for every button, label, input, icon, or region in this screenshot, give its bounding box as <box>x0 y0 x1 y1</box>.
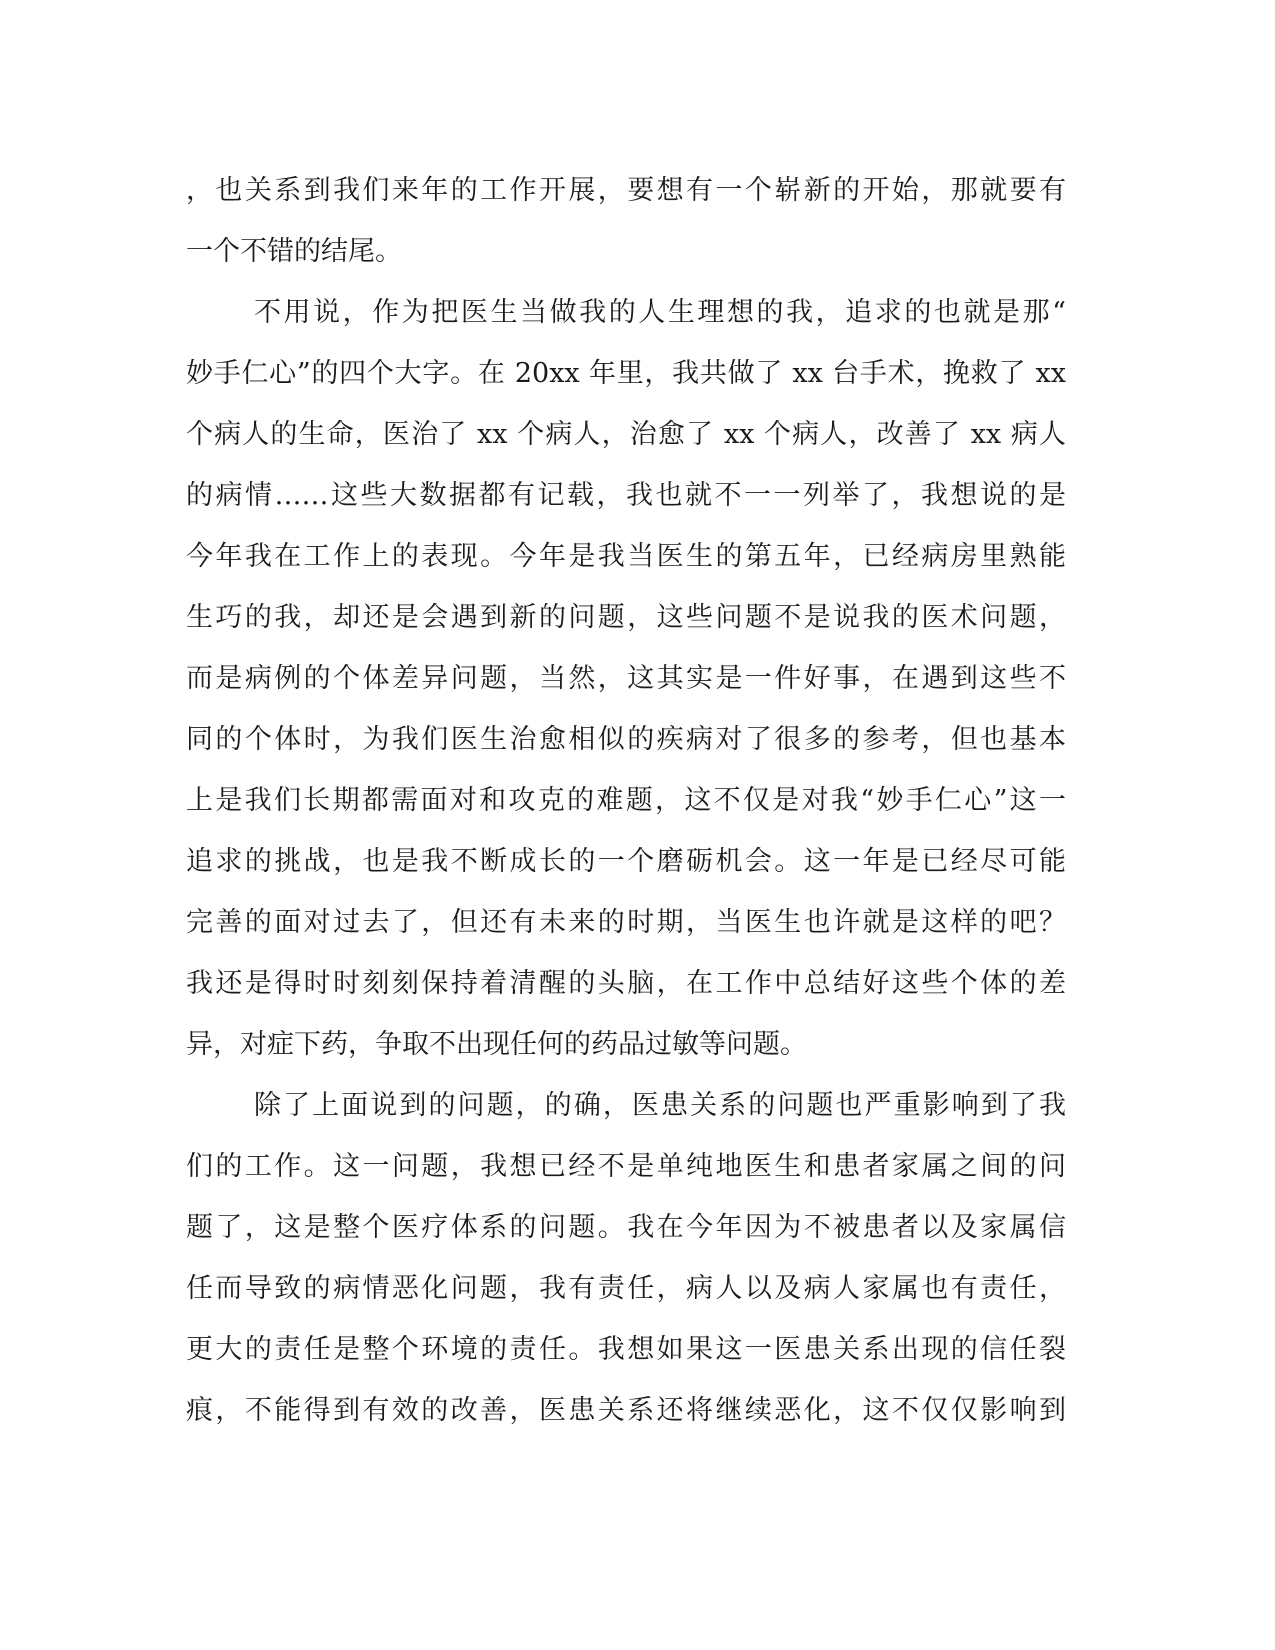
text-line: ，也关系到我们来年的工作开展，要想有一个崭新的开始，那就要有 <box>186 175 1066 206</box>
text-line: 的病情……这些大数据都有记载，我也就不一一列举了，我想说的是 <box>186 480 1066 511</box>
text-line: 一个不错的结尾。 <box>186 236 402 267</box>
text-line: 而是病例的个体差异问题，当然，这其实是一件好事，在遇到这些不 <box>186 663 1066 694</box>
text-line: 们的工作。这一问题，我想已经不是单纯地医生和患者家属之间的问 <box>186 1151 1066 1182</box>
text-line: 追求的挑战，也是我不断成长的一个磨砺机会。这一年是已经尽可能 <box>186 846 1066 877</box>
text-line: 任而导致的病情恶化问题，我有责任，病人以及病人家属也有责任， <box>186 1273 1066 1304</box>
text-line: 妙手仁心”的四个大字。在 20xx 年里，我共做了 xx 台手术，挽救了 xx <box>186 358 1066 389</box>
text-line: 我还是得时时刻刻保持着清醒的头脑，在工作中总结好这些个体的差 <box>186 968 1066 999</box>
text-line: 题了，这是整个医疗体系的问题。我在今年因为不被患者以及家属信 <box>186 1212 1066 1243</box>
body-text <box>186 160 1066 1441</box>
text-line: 完善的面对过去了，但还有未来的时期，当医生也许就是这样的吧？ <box>186 907 1066 938</box>
text-line: 不用说，作为把医生当做我的人生理想的我，追求的也就是那“ <box>254 297 1066 328</box>
text-line: 生巧的我，却还是会遇到新的问题，这些问题不是说我的医术问题， <box>186 602 1066 633</box>
text-line: 异，对症下药，争取不出现任何的药品过敏等问题。 <box>186 1029 807 1060</box>
text-line: 今年我在工作上的表现。今年是我当医生的第五年，已经病房里熟能 <box>186 541 1066 572</box>
text-line: 更大的责任是整个环境的责任。我想如果这一医患关系出现的信任裂 <box>186 1334 1066 1365</box>
text-line: 个病人的生命，医治了 xx 个病人，治愈了 xx 个病人，改善了 xx 病人 <box>186 419 1066 450</box>
text-line: 除了上面说到的问题，的确，医患关系的问题也严重影响到了我 <box>254 1090 1066 1121</box>
text-line: 上是我们长期都需面对和攻克的难题，这不仅是对我“妙手仁心”这一 <box>186 785 1066 816</box>
text-line: 痕，不能得到有效的改善，医患关系还将继续恶化，这不仅仅影响到 <box>186 1395 1066 1426</box>
text-line: 同的个体时，为我们医生治愈相似的疾病对了很多的参考，但也基本 <box>186 724 1066 755</box>
